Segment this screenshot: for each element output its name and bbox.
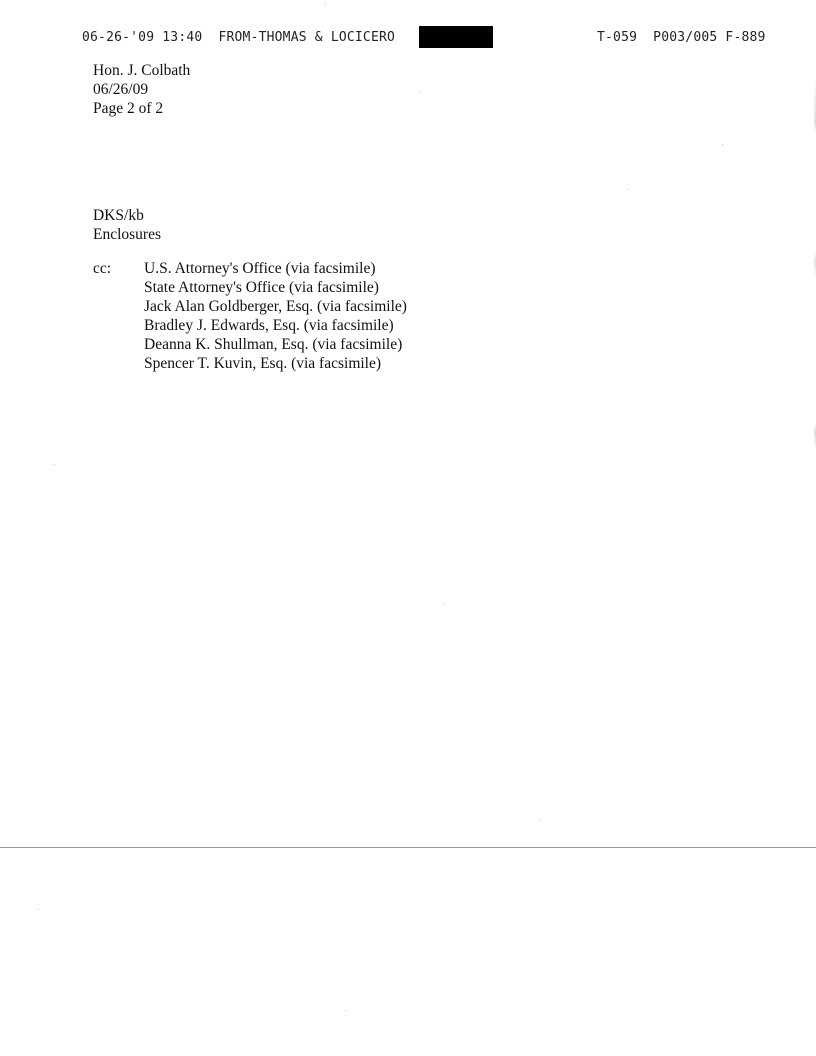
typist-initials: DKS/kb bbox=[93, 207, 144, 224]
page-number: Page 2 of 2 bbox=[93, 100, 164, 117]
fax-transmission-header bbox=[0, 30, 816, 50]
cc-recipient: Jack Alan Goldberger, Esq. (via facsimile) bbox=[144, 298, 407, 315]
cc-recipient: Deanna K. Shullman, Esq. (via facsimile) bbox=[144, 336, 403, 353]
scan-speck bbox=[345, 1010, 346, 1011]
scan-fold-line bbox=[0, 847, 816, 848]
recipient-name: Hon. J. Colbath bbox=[93, 62, 191, 79]
scan-speck bbox=[722, 144, 723, 145]
cc-recipient: Spencer T. Kuvin, Esq. (via facsimile) bbox=[144, 355, 382, 372]
scan-speck bbox=[443, 604, 444, 605]
letter-continuation-header bbox=[93, 61, 190, 118]
enclosures-note: Enclosures bbox=[93, 226, 162, 243]
cc-recipient: U.S. Attorney's Office (via facsimile) bbox=[144, 260, 376, 277]
fax-header-page-info: T-059 P003/005 F-889 bbox=[597, 30, 766, 45]
scan-speck bbox=[539, 819, 540, 820]
fax-header-sender: 06-26-'09 13:40 FROM-THOMAS & LOCICERO bbox=[82, 30, 396, 45]
scan-speck bbox=[325, 4, 326, 5]
cc-label: cc: bbox=[93, 260, 112, 277]
cc-recipient: State Attorney's Office (via facsimile) bbox=[144, 279, 379, 296]
scan-speck bbox=[38, 909, 39, 910]
scan-speck bbox=[54, 464, 55, 465]
letter-date: 06/26/09 bbox=[93, 81, 149, 98]
scan-speck bbox=[628, 189, 629, 190]
scan-speck bbox=[420, 92, 421, 93]
redaction-bar bbox=[419, 26, 493, 48]
cc-list bbox=[144, 259, 407, 373]
closing-block bbox=[93, 206, 161, 244]
cc-recipient: Bradley J. Edwards, Esq. (via facsimile) bbox=[144, 317, 394, 334]
